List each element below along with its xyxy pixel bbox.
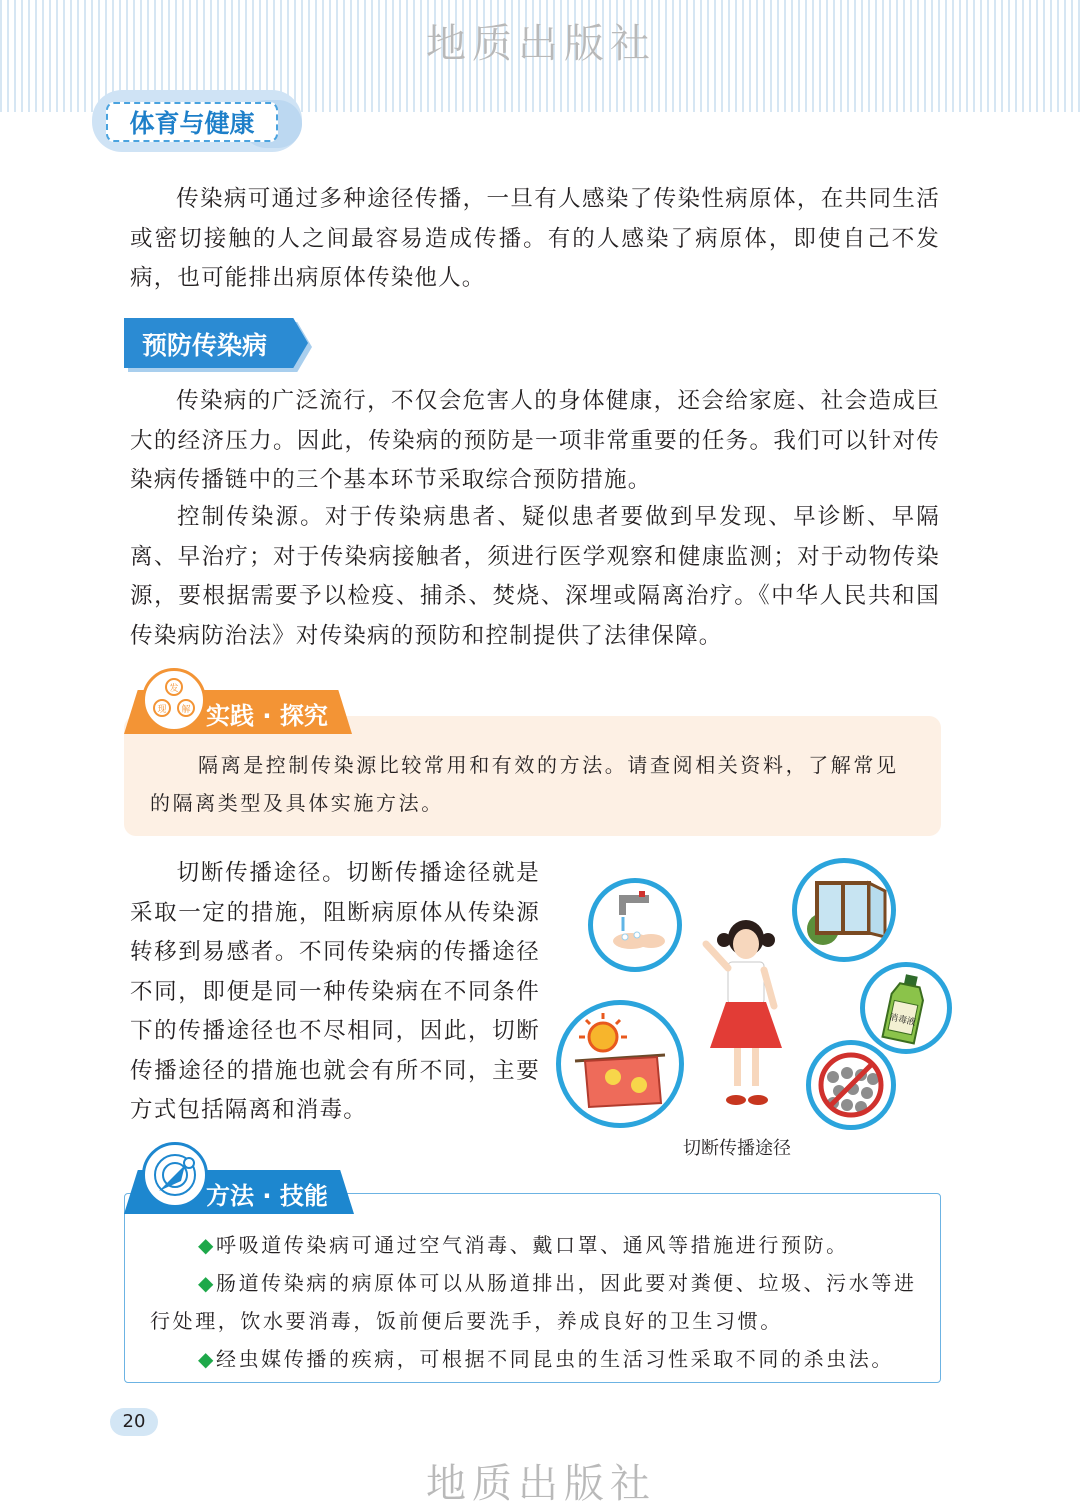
section-badge — [92, 90, 302, 152]
paragraph-3 — [130, 498, 940, 656]
illustration-caption: 切断传播途径 — [683, 1138, 791, 1159]
handwashing-circle — [588, 878, 682, 972]
explore-icon-graphic — [145, 671, 203, 729]
compass-icon — [142, 1142, 208, 1208]
method-item-text: 经虫媒传播的疾病，可根据不同昆虫的生活习性采取不同的杀虫法。 — [215, 1347, 894, 1371]
paragraph-2-text: 传染病的广泛流行，不仅会危害人的身体健康，还会给家庭、社会造成巨大的经济压力。因此，传染病的预防是一项非常重要的任务。我们可以针对传染病传播链中的三个基本环节采取综合预防措施。 — [130, 388, 940, 493]
intro-paragraph — [130, 180, 940, 299]
paragraph-2 — [130, 382, 940, 501]
method-title: 方法 · 技能 — [206, 1182, 328, 1210]
sun-drying-circle — [556, 1000, 684, 1128]
practice-title: 实践 · 探究 — [206, 702, 328, 730]
method-item-3 — [150, 1340, 920, 1378]
girl-figure — [692, 914, 802, 1114]
explore-icon — [142, 668, 206, 732]
paragraph-4-text: 切断传播途径。切断传播途径就是采取一定的措施，阻断病原体从传染源转移到易感者。不同传染病的传播途径不同，即便是同一种传染病在不同条件下的传播途径也不尽相同，因此，切断传播途径的措施也就会有所不同，主要方式包括隔离和消毒。 — [130, 860, 540, 1123]
bullet-diamond-icon: ◆ — [198, 1233, 216, 1257]
avoid-crowd-circle — [806, 1040, 896, 1130]
window-ventilation-circle — [792, 858, 896, 962]
intro-text: 传染病可通过多种途径传播，一旦有人感染了传染性病原体，在共同生活或密切接触的人之间最容易造成传播。有的人感染了病原体，即使自己不发病，也可能排出病原体传染他人。 — [130, 186, 940, 291]
bottle-label: 消毒液 — [888, 1012, 917, 1029]
section-label: 体育与健康 — [106, 102, 278, 142]
heading-title: 预防传染病 — [142, 331, 268, 360]
heading-tab — [124, 318, 308, 368]
sun-towel-icon — [561, 1005, 679, 1123]
illustration-transmission — [552, 850, 948, 1130]
page-number: 20 — [110, 1408, 158, 1436]
watermark-top: 地质出版社 — [426, 21, 656, 67]
bullet-diamond-icon: ◆ — [198, 1271, 216, 1295]
method-item-text: 肠道传染病的病原体可以从肠道排出，因此要对粪便、垃圾、污水等进行处理，饮水要消毒，饭前便后要洗手，养成良好的卫生习惯。 — [150, 1271, 917, 1333]
method-item-2 — [150, 1264, 920, 1340]
disinfectant-circle — [860, 962, 952, 1054]
method-item-text: 呼吸道传染病可通过空气消毒、戴口罩、通风等措施进行预防。 — [215, 1233, 849, 1257]
compass-icon-graphic — [145, 1145, 205, 1205]
bullet-diamond-icon: ◆ — [198, 1347, 216, 1371]
icon-char: 解 — [181, 705, 191, 715]
icon-char: 发 — [169, 684, 179, 694]
no-crowd-icon — [811, 1045, 891, 1125]
practice-text: 隔离是控制传染源比较常用和有效的方法。请查阅相关资料，了解常见的隔离类型及具体实施方法。 — [150, 753, 899, 815]
method-item-1 — [150, 1226, 920, 1264]
paragraph-3-text: 控制传染源。对于传染病患者、疑似患者要做到早发现、早诊断、早隔离、早治疗；对于传染病接触者，须进行医学观察和健康监测；对于动物传染源，要根据需要予以检疫、捕杀、焚烧、深埋或隔离治疗。《中华人民共和国传染病防治法》对传染病的预防和控制提供了法律保障。 — [130, 504, 940, 649]
icon-char: 现 — [157, 705, 167, 715]
paragraph-4 — [130, 854, 540, 1131]
window-icon — [797, 863, 891, 957]
bottle-icon — [865, 967, 947, 1049]
faucet-icon — [593, 883, 677, 967]
watermark-bottom: 地质出版社 — [426, 1461, 656, 1507]
